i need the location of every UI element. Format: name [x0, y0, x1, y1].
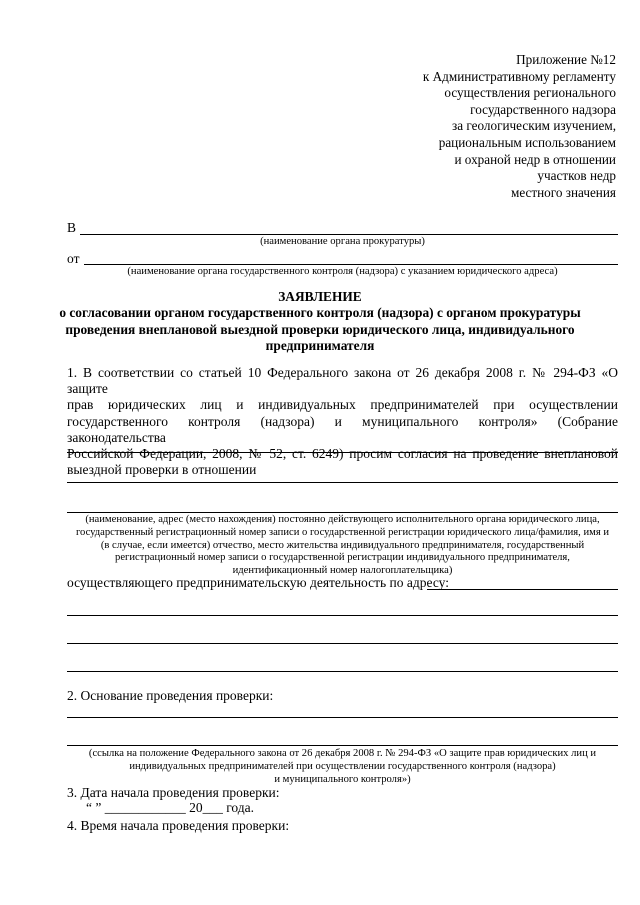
- title-sub-line: проведения внеплановой выездной проверки юридического лица, индивидуального: [65, 321, 575, 337]
- caption-line: государственный регистрационный номер записи о государственной регистрации юридического лица/фамилия, имя и: [75, 526, 610, 538]
- caption-line: регистрационный номер записи о государственной регистрации индивидуального предпринимателя,: [115, 552, 570, 564]
- paragraph-line: прав юридических лиц и индивидуальных предпринимателей при осуществлении: [67, 397, 618, 413]
- appendix-line: осуществления регионального: [444, 85, 616, 101]
- prosecutor-name-field[interactable]: [80, 234, 618, 235]
- appendix-line: и охраной недр в отношении: [454, 151, 616, 167]
- document-title: [40, 289, 600, 355]
- basis-field-line-2[interactable]: [67, 745, 618, 746]
- basis-field-line-1[interactable]: [67, 717, 618, 718]
- section4-label: 4. Время начала проведения проверки:: [67, 818, 290, 833]
- title-main: ЗАЯВЛЕНИЕ: [278, 289, 362, 304]
- appendix-line: рациональным использованием: [438, 134, 616, 150]
- caption-line: (в случае, если имеется) отчество, место жительства индивидуального предпринимателя, государственный: [100, 539, 585, 551]
- paragraph-line: выездной проверки в отношении: [67, 462, 257, 478]
- caption-line: (ссылка на положение Федерального закона от 26 декабря 2008 г. № 294-ФЗ «О защите прав юридических лиц и: [88, 748, 597, 759]
- control-body-caption: (наименование органа государственного контроля (надзора) с указанием юридического адреса): [127, 266, 558, 277]
- caption-line: индивидуальных предпринимателей при осуществлении государственного контроля (надзора): [129, 760, 556, 772]
- appendix-line: за геологическим изучением,: [452, 118, 616, 134]
- caption-line: и муниципального контроля»): [274, 773, 411, 785]
- caption-line: (наименование, адрес (место нахождения) постоянно действующего исполнительного органа юридического лица,: [85, 514, 600, 525]
- address-field-inline[interactable]: [427, 589, 618, 590]
- section2-label: 2. Основание проведения проверки:: [67, 688, 274, 703]
- section1-paragraph: [67, 365, 618, 478]
- from-label: от: [67, 251, 80, 266]
- prosecutor-caption: (наименование органа прокуратуры): [260, 236, 425, 247]
- caption-line: идентификационный номер налогоплательщика): [232, 565, 453, 577]
- basis-caption: [60, 748, 625, 786]
- appendix-line: государственного надзора: [470, 101, 616, 117]
- to-label: В: [67, 220, 77, 235]
- subject-caption: [60, 514, 625, 578]
- address-field-line-3[interactable]: [67, 671, 618, 672]
- subject-field-line-3[interactable]: [67, 512, 618, 513]
- paragraph-line: 1. В соответствии со статьей 10 Федерального закона от 26 декабря 2008 г. № 294-ФЗ «О защите: [67, 365, 618, 397]
- title-sub-line: о согласовании органом государственного контроля (надзора) с органом прокуратуры: [59, 305, 581, 321]
- paragraph-line: государственного контроля (надзора) и муниципального контроля» (Собрание законодательства: [67, 413, 618, 445]
- section3-label: 3. Дата начала проведения проверки:: [67, 785, 280, 800]
- appendix-line: Приложение №12: [516, 52, 616, 67]
- address-label: осуществляющего предпринимательскую деятельность по адресу:: [67, 575, 449, 590]
- address-field-line-1[interactable]: [67, 615, 618, 616]
- title-sub-line: предпринимателя: [265, 338, 375, 354]
- appendix-line: участков недр: [537, 168, 616, 184]
- control-body-field[interactable]: [84, 264, 618, 265]
- paragraph-line: Российской Федерации, 2008, № 52, ст. 6249) просим согласия на проведение внеплановой: [67, 446, 618, 462]
- appendix-line: местного значения: [510, 184, 616, 200]
- address-field-line-2[interactable]: [67, 643, 618, 644]
- start-date-field[interactable]: “ ” ____________ 20___ года.: [86, 800, 255, 815]
- subject-field-line-2[interactable]: [67, 482, 618, 483]
- subject-field-line-1[interactable]: [67, 452, 618, 453]
- appendix-line: к Административному регламенту: [422, 68, 616, 84]
- appendix-header: [356, 52, 616, 201]
